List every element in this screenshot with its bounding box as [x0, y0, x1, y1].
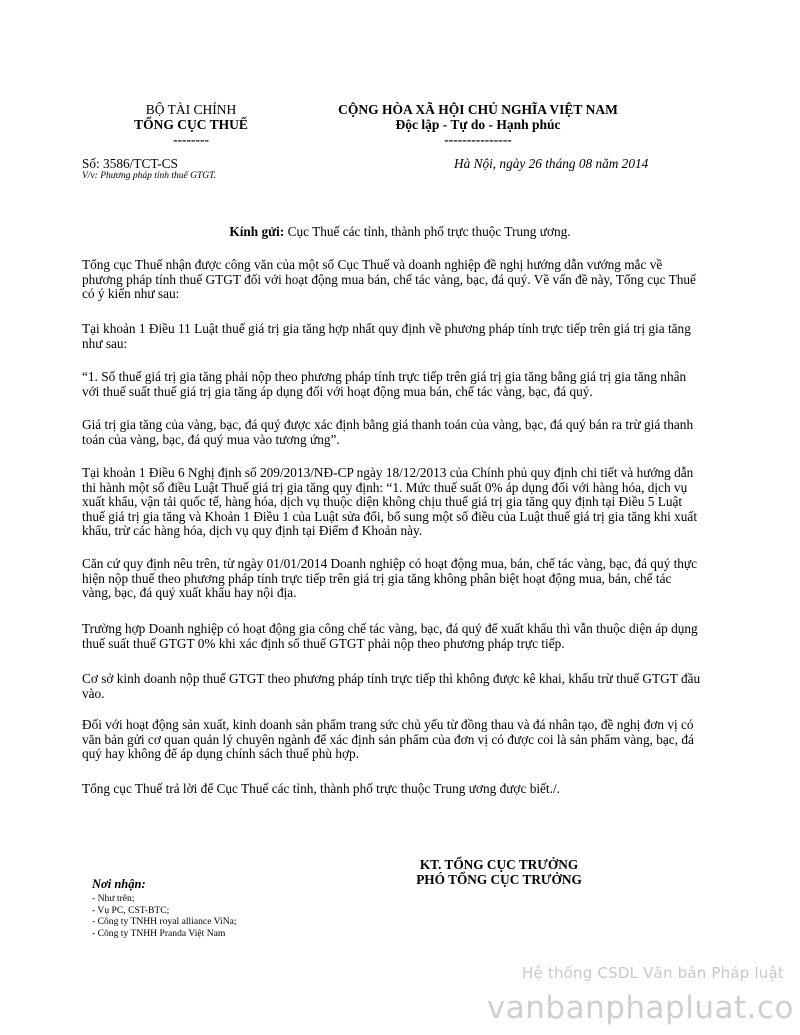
document-number: Số: 3586/TCT-CS: [82, 156, 178, 171]
recipient-item: - Công ty TNHH Pranda Việt Nam: [92, 927, 226, 939]
issuer-block: [96, 102, 286, 147]
ministry-name: BỘ TÀI CHÍNH: [145, 102, 237, 117]
watermark-site: vanbanphapluat.co: [486, 990, 794, 1026]
recipient-label: Kính gửi:: [229, 224, 285, 239]
body-paragraph: Đối với hoạt động sản xuất, kinh doanh sản phẩm trang sức chủ yếu từ đồng thau và đá nhân tạo, đề nghị đơn vị có văn bản gửi cơ quan quản lý chuyên ngành để xác định sản phẩm của đơn vị có được coi là sản phẩm vàng, bạc, đá quý hay không để áp dụng chính sách thuế phù hợp.: [82, 717, 694, 761]
issuer-divider: --------: [173, 132, 209, 147]
body-paragraph: Giá trị gia tăng của vàng, bạc, đá quý được xác định bằng giá thanh toán của vàng, bạc, đá quý bán ra trừ giá thanh toán của vàng, bạc, đá quý mua vào tương ứng”.: [82, 417, 694, 447]
body-paragraph: Căn cứ quy định nêu trên, từ ngày 01/01/2014 Doanh nghiệp có hoạt động mua, bán, chế tác vàng, bạc, đá quý thực hiện nộp thuế theo phương pháp tính trực tiếp trên giá trị gia tăng không phân biệt hoạt động mua, bán, chế tác vàng, bạc, đá quý xuất khẩu hay nội địa.: [82, 556, 698, 600]
department-name: TỔNG CỤC THUẾ: [134, 117, 248, 132]
recipient-item: - Như trên;: [92, 893, 135, 904]
recipients-list: [92, 893, 237, 939]
document-subject: V/v: Phương pháp tính thuế GTGT.: [82, 171, 217, 181]
signature-subtitle: PHÓ TỔNG CỤC TRƯỞNG: [416, 872, 582, 887]
recipient-item: - Vụ PC, CST-BTC;: [92, 904, 170, 916]
watermark-caption: Hệ thống CSDL Văn bản Pháp luật: [521, 964, 784, 982]
body-paragraph: Tại khoản 1 Điều 11 Luật thuế giá trị gia tăng hợp nhất quy định về phương pháp tính trực tiếp trên giá trị gia tăng như sau:: [82, 321, 691, 351]
body-paragraph: “1. Số thuế giá trị gia tăng phải nộp theo phương pháp tính trực tiếp trên giá trị gia tăng bằng giá trị gia tăng nhân với thuế suất thuế giá trị gia tăng áp dụng đối với hoạt động mua bán, chế tác vàng, bạc, đá quý.: [82, 369, 687, 399]
recipient-line: [0, 224, 800, 240]
body-paragraph: Cơ sở kinh doanh nộp thuế GTGT theo phương pháp tính trực tiếp thì không được kê khai, khấu trừ thuế GTGT đầu vào.: [82, 671, 701, 701]
nation-name: CỘNG HÒA XÃ HỘI CHỦ NGHĨA VIỆT NAM: [338, 102, 618, 117]
body-paragraph: Tổng cục Thuế nhận được công văn của một số Cục Thuế và doanh nghiệp đề nghị hướng dẫn vướng mắc về phương pháp tính thuế GTGT đối với hoạt động mua bán, chế tác vàng, bạc, đá quý. Về vấn đề này, Tổng cục Thuế có ý kiến như sau:: [82, 257, 696, 301]
recipient-text: Cục Thuế các tỉnh, thành phố trực thuộc Trung ương.: [284, 224, 571, 239]
signature-title: KT. TỔNG CỤC TRƯỞNG: [419, 857, 579, 872]
signature-block: [388, 857, 610, 887]
body-paragraph: Trường hợp Doanh nghiệp có hoạt động gia công chế tác vàng, bạc, đá quý để xuất khẩu thì vẫn thuộc diện áp dụng thuế suất thuế GTGT 0% khi xác định số thuế GTGT phải nộp theo phương pháp trực tiếp.: [82, 621, 698, 651]
national-motto: Độc lập - Tự do - Hạnh phúc: [395, 117, 561, 132]
national-heading: [318, 102, 638, 147]
place-date: Hà Nội, ngày 26 tháng 08 năm 2014: [454, 156, 649, 171]
body-paragraph: Tại khoản 1 Điều 6 Nghị định số 209/2013/NĐ-CP ngày 18/12/2013 của Chính phủ quy định chi tiết và hướng dẫn thi hành một số điều Luật Thuế giá trị gia tăng quy định: “1. Mức thuế suất 0% áp dụng đối với hàng hóa, dịch vụ xuất khẩu, vận tải quốc tế, hàng hóa, dịch vụ thuộc diện không chịu thuế giá trị gia tăng quy định tại Điều 5 Luật thuế giá trị gia tăng và Khoản 1 Điều 1 của Luật sửa đổi, bổ sung một số điều của Luật thuế giá trị gia tăng khi xuất khẩu, trừ các hàng hóa, dịch vụ quy định tại Điểm đ Khoản này.: [82, 465, 698, 538]
recipients-label: Nơi nhận:: [92, 877, 146, 891]
recipient-item: - Công ty TNHH royal alliance ViNa;: [92, 916, 237, 927]
motto-divider: ---------------: [444, 132, 512, 147]
body-paragraph: Tổng cục Thuế trả lời để Cục Thuế các tỉnh, thành phố trực thuộc Trung ương được biết./.: [82, 781, 560, 796]
